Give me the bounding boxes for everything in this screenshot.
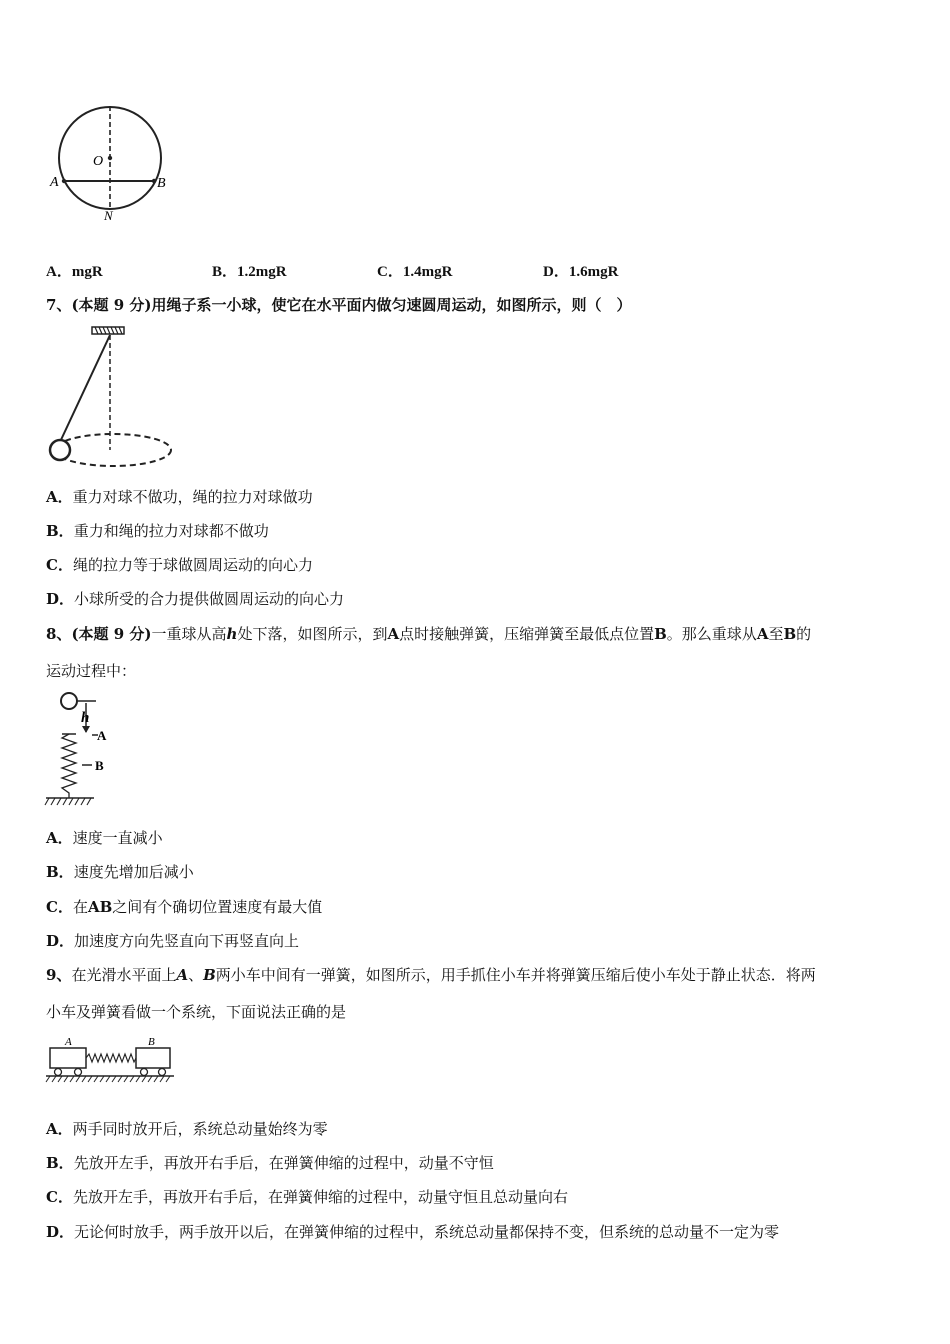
q9-option-a[interactable]: A．两手同时放开后，系统总动量始终为零 — [46, 1120, 328, 1138]
cart-b-wheel-left — [141, 1069, 148, 1076]
compressed-spring — [86, 1054, 136, 1062]
cart-b-body — [136, 1048, 170, 1068]
label-b: B — [157, 176, 166, 191]
circular-path — [55, 434, 171, 466]
spring-figure — [40, 688, 150, 812]
q9-stem-line2: 小车及弹簧看做一个系统，下面说法正确的是 — [46, 1003, 347, 1021]
center-dot — [108, 156, 112, 160]
q7-option-d[interactable]: D．小球所受的合力提供做圆周运动的向心力 — [46, 590, 345, 608]
point-a-dot — [62, 179, 66, 183]
heavy-ball — [61, 693, 77, 709]
pendulum-figure — [40, 324, 180, 470]
q9-option-b[interactable]: B．先放开左手，再放开右手后，在弹簧伸缩的过程中，动量不守恒 — [46, 1154, 494, 1172]
label-a: A — [50, 175, 59, 190]
cart-a-wheel-left — [55, 1069, 62, 1076]
cart-a-body — [50, 1048, 86, 1068]
q8-stem-line2: 运动过程中： — [46, 662, 137, 680]
carts-figure — [40, 1032, 180, 1088]
cart-b-wheel-right — [159, 1069, 166, 1076]
q8-option-b[interactable]: B．速度先增加后减小 — [46, 863, 194, 881]
spring-coil — [62, 734, 76, 798]
q7-option-b[interactable]: B．重力和绳的拉力对球都不做功 — [46, 522, 269, 540]
q7-option-c[interactable]: C．绳的拉力等于球做圆周运动的向心力 — [46, 556, 313, 574]
q6-option-b[interactable]: B．1.2mgR — [212, 264, 287, 280]
q8-option-c[interactable]: C．在AB之间有个确切位置速度有最大值 — [46, 898, 323, 916]
q6-option-c[interactable]: C．1.4mgR — [377, 264, 453, 280]
q9-option-c[interactable]: C．先放开左手，再放开右手后，在弹簧伸缩的过程中，动量守恒且总动量向右 — [46, 1188, 568, 1206]
q7-option-a[interactable]: A．重力对球不做功，绳的拉力对球做功 — [46, 488, 313, 506]
label-n: N — [104, 208, 113, 223]
q6-option-d[interactable]: D．1.6mgR — [543, 264, 619, 280]
ball — [50, 440, 70, 460]
label-b: B — [95, 758, 104, 773]
label-h: h — [81, 710, 90, 726]
label-b: B — [148, 1036, 155, 1048]
q9-option-d[interactable]: D．无论何时放手，两手放开以后，在弹簧伸缩的过程中，系统总动量都保持不变，但系统的总动量不一定为零 — [46, 1223, 780, 1241]
circle-figure — [40, 104, 180, 224]
q8-option-a[interactable]: A．速度一直减小 — [46, 829, 163, 847]
q6-option-a[interactable]: A．mgR — [46, 264, 103, 280]
label-a: A — [65, 1036, 72, 1048]
q9-stem-line1: 9、在光滑水平面上A、B两小车中间有一弹簧，如图所示，用手抓住小车并将弹簧压缩后使小车处于静止状态．将两 — [46, 966, 816, 984]
point-b-dot — [152, 179, 156, 183]
pendulum-string — [60, 335, 110, 442]
label-o: O — [93, 154, 104, 169]
label-a: A — [97, 728, 107, 743]
cart-a-wheel-right — [75, 1069, 82, 1076]
q8-stem-line1: 8、(本题 9 分)一重球从高h处下落，如图所示，到A点时接触弹簧，压缩弹簧至最低点位置B。那么重球从A至B的 — [46, 625, 812, 643]
q7-stem: 7、(本题 9 分)用绳子系一小球，使它在水平面内做匀速圆周运动，如图所示，则（ ） — [46, 296, 632, 314]
q8-option-d[interactable]: D．加速度方向先竖直向下再竖直向上 — [46, 932, 300, 950]
height-arrowhead — [82, 726, 90, 733]
